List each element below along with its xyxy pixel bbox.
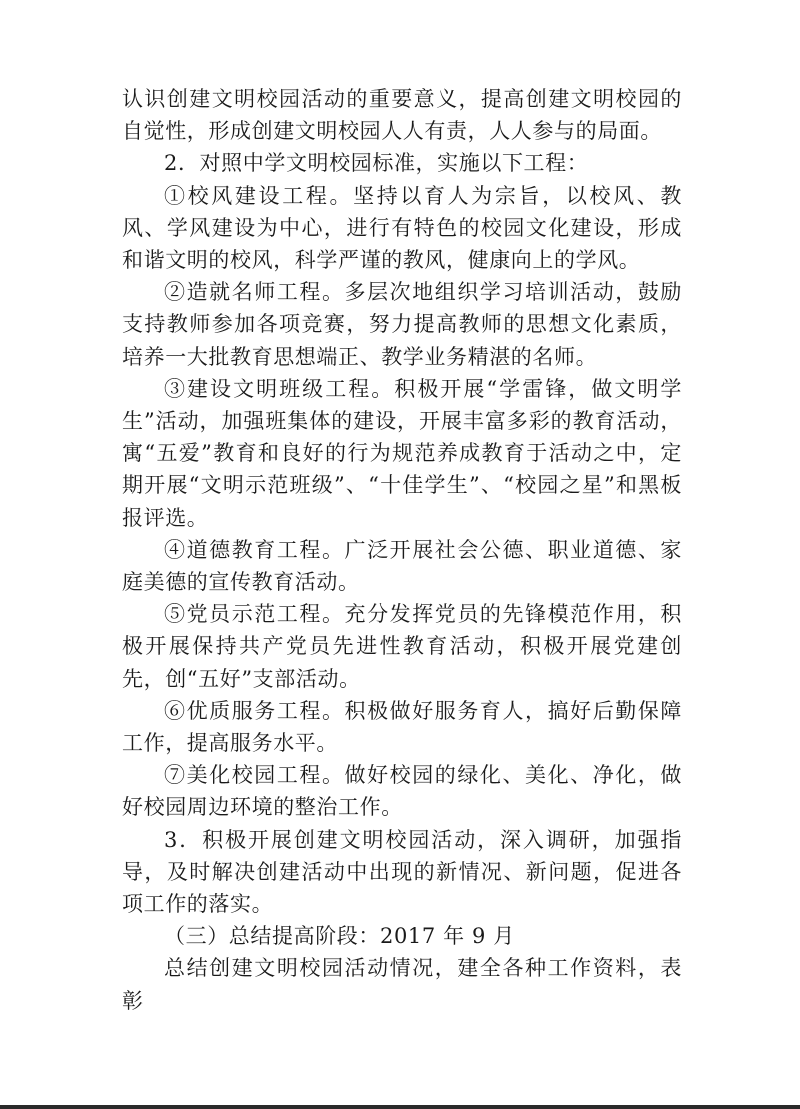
paragraph-project-famous-teachers: ②造就名师工程。多层次地组织学习培训活动，鼓励支持教师参加各项竞赛，努力提高教师的思想文化素质，培养一大批教育思想端正、教学业务精湛的名师。 bbox=[122, 280, 682, 369]
paragraph-summary: 总结创建文明校园活动情况，建全各种工作资料，表彰 bbox=[122, 956, 682, 1013]
scan-bottom-edge bbox=[0, 1105, 800, 1109]
paragraph-project-party-members: ⑤党员示范工程。充分发挥党员的先锋模范作用，积极开展保持共产党员先进性教育活动，积极开展党建创先，创“五好”支部活动。 bbox=[122, 602, 682, 691]
paragraph-item-2: 2．对照中学文明校园标准，实施以下工程： bbox=[164, 151, 589, 176]
paragraph-project-campus-beautify: ⑦美化校园工程。做好校园的绿化、美化、净化，做好校园周边环境的整治工作。 bbox=[122, 763, 682, 820]
paragraph-continuation: 认识创建文明校园活动的重要意义，提高创建文明校园的自觉性，形成创建文明校园人人有责，人人参与的局面。 bbox=[122, 87, 682, 144]
paragraph-project-moral-education: ④道德教育工程。广泛开展社会公德、职业道德、家庭美德的宣传教育活动。 bbox=[122, 537, 682, 595]
section-heading-summary-stage: （三）总结提高阶段：2017 年 9 月 bbox=[164, 924, 515, 949]
paragraph-item-3: 3．积极开展创建文明校园活动，深入调研，加强指导，及时解决创建活动中出现的新情况、新问题，促进各项工作的落实。 bbox=[122, 827, 682, 917]
body-text bbox=[122, 83, 682, 1017]
paragraph-project-civilized-class: ③建设文明班级工程。积极开展“学雷锋，做文明学生”活动，加强班集体的建设，开展丰富多彩的教育活动，寓“五爱”教育和良好的行为规范养成教育于活动之中，定期开展“文明示范班级”、“十佳学生”、“校园之星”和黑板报评选。 bbox=[122, 376, 682, 530]
paragraph-project-school-style: ①校风建设工程。坚持以育人为宗旨，以校风、教风、学风建设为中心，进行有特色的校园文化建设，形成和谐文明的校风，科学严谨的教风，健康向上的学风。 bbox=[122, 183, 682, 273]
paragraph-project-quality-service: ⑥优质服务工程。积极做好服务育人，搞好后勤保障工作，提高服务水平。 bbox=[122, 698, 682, 756]
